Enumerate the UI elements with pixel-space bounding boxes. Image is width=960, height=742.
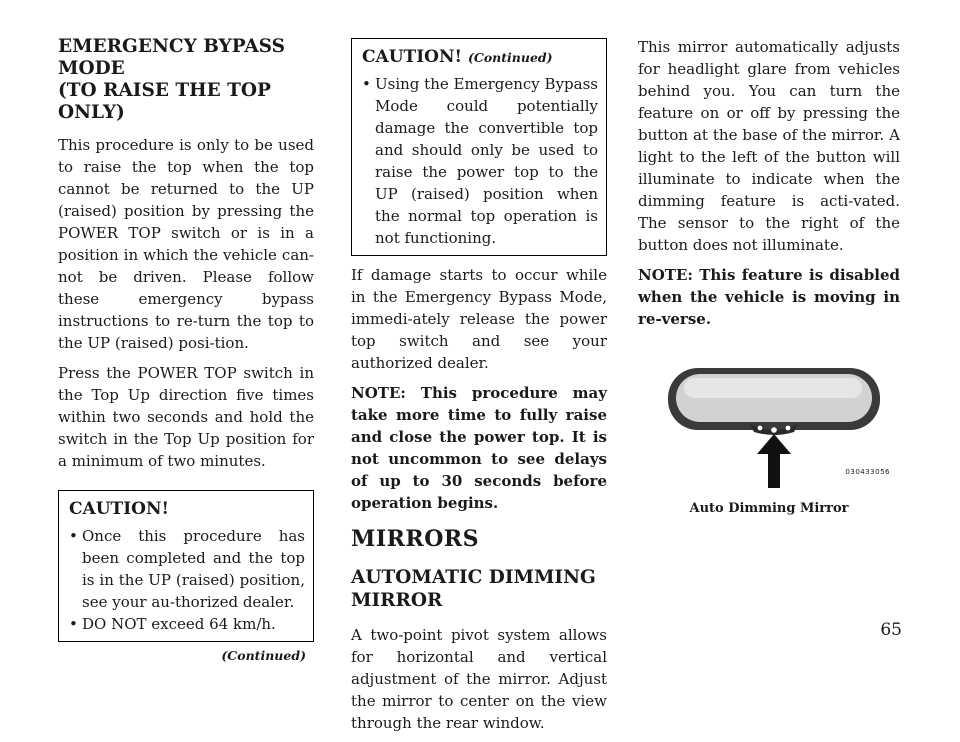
caution-title-text: CAUTION! [362, 47, 462, 67]
caution-box-continued [351, 38, 607, 256]
caution-item: • Once this procedure has been completed and the top is in the UP (raised) position, see your au-thorized dealer. [69, 525, 305, 613]
damage-paragraph: If damage starts to occur while in the Emergency Bypass Mode, immedi-ately release the power top switch and see your authorized dealer. [351, 266, 607, 372]
caution-list [69, 525, 305, 635]
caution-title: CAUTION! [69, 499, 169, 519]
page-number: 65 [880, 620, 902, 640]
indicator-light-icon [758, 426, 763, 431]
figure-code: 030433056 [845, 468, 890, 476]
emergency-bypass-heading [58, 36, 314, 124]
continued-tag: (Continued) [467, 50, 553, 65]
caution-title-continued [362, 47, 598, 67]
caution-box [58, 490, 314, 642]
heading-line-1: EMERGENCY BYPASS MODE [58, 36, 285, 79]
dimming-button-icon [771, 427, 777, 433]
mirrors-section-title: MIRRORS [351, 526, 480, 552]
heading-line-2: (TO RAISE THE TOP ONLY) [58, 80, 271, 123]
caution-list [362, 73, 598, 249]
mirror-glare [684, 378, 862, 398]
auto-dim-paragraph: This mirror automatically adjusts for headlight glare from vehicles behind you. You can turn the feature on or off by pressing the button at the base of the mirror. A light to the left of the button will illuminate to indicate when the dimming feature is acti-vated. The sensor to the right of the button does not illuminate. [638, 38, 900, 254]
caution-item: • Using the Emergency Bypass Mode could potentially damage the convertible top and should only be used to raise the power top to the UP (raised) position when the normal top operation is not functioning. [362, 73, 598, 249]
sensor-icon [786, 426, 791, 431]
auto-dimming-heading [351, 566, 607, 612]
bypass-intro-paragraph: This procedure is only to be used to raise the top when the top cannot be returned to the UP (raised) position by pressing the POWER TOP switch or is in a position in which the vehicle can-not be driven. Please follow these emergency bypass instructions to re-turn the top to the UP (raised) posi-tion. [58, 136, 314, 352]
subheading-line-2: MIRROR [351, 590, 443, 611]
arrow-up-icon [757, 434, 791, 488]
pivot-paragraph: A two-point pivot system allows for horizontal and vertical adjustment of the mirror. Adjust the mirror to center on the view through the rear window. [351, 626, 607, 732]
left-column [58, 36, 314, 663]
rearview-mirror-illustration [638, 364, 900, 499]
procedure-note: NOTE: This procedure may take more time to fully raise and close the power top. It is not uncommon to see delays of up to 30 seconds before operation begins. [351, 384, 607, 512]
figure-caption: Auto Dimming Mirror [689, 501, 849, 516]
middle-column [351, 38, 607, 742]
mirror-figure [638, 364, 900, 499]
reverse-note: NOTE: This feature is disabled when the vehicle is moving in re-verse. [638, 266, 900, 328]
subheading-line-1: AUTOMATIC DIMMING [351, 567, 596, 588]
bypass-instructions-paragraph: Press the POWER TOP switch in the Top Up direction five times within two seconds and hold the switch in the Top Up position for a minimum of two minutes. [58, 364, 314, 470]
caution-item: • DO NOT exceed 64 km/h. [69, 613, 305, 635]
continued-label: (Continued) [221, 648, 306, 663]
right-column [638, 36, 900, 516]
